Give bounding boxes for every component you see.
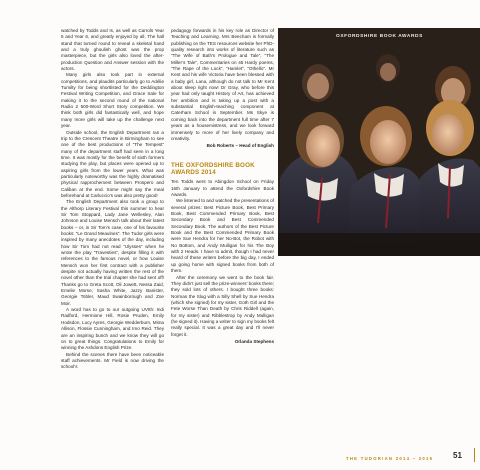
author-signature: Orlanda Stephens	[234, 338, 274, 344]
photo-banner: OXFORDSHIRE BOOK AWARDS	[336, 34, 423, 39]
audience-photo	[278, 28, 480, 256]
middle-text-column	[171, 28, 274, 345]
photo-illustration	[278, 28, 480, 256]
section-heading-line: AWARDS 2014	[171, 168, 216, 176]
paragraph: We listened to and watched the presentations of several prizes: Best Picture Book, Best Primary Book, Best Commended Primary Book, Best Secondary Book and Best Commended Secondary Book. The authors of the Best Picture Book and the Best Commended Primary Book were Sue Hendra for her No-Bot, the Robot with No Bottom, and Andy Mulligan for his The Boy with 2 Heads. I have to admit, though I had never heard of these writers before the big day, I ended up going home with signed books from both of them.	[171, 198, 274, 274]
footer-rule	[474, 448, 475, 462]
section-heading-line: THE OXFORDSHIRE BOOK	[171, 161, 255, 169]
paragraph: pedagogy forwards in his key role as Director of Teaching and Learning. Mrs Beecham is formally publishing on the TES resources website her PhD-quality research into works of literature such as “The Wife of Bath’s Prologue and Tale”, “The Miller’s Tale”, Commentaries on 45 Hardy poems, “The Rape of the Lock”, “Hamlet”, “Othello”. Mr Kent and his wife Victoria have been blessed with a baby girl, Lana, although do not talk to Mr Kent about sleep right now! Dr Gray, who before this year had only taught History of Art, has achieved her ambition and is taking up a post with a substantial English-teaching component at Caterham School in September. Ms Skye is coming back into the department full time after 7 years as a housemistress, and we look forward immensely to more of her lively company and creativity.	[171, 28, 274, 141]
magazine-footer: THE TUDORIAN 2014 – 2015	[346, 456, 434, 461]
author-signature: Bob Roberts – Head of English	[206, 143, 274, 149]
paragraph: Outside school, the English Department ran a trip to the Crescent Theatre in Birmingham to see one of the best productions of “The Tempest” many of the department staff had seen in a long time. It was mostly for the benefit of sixth formers studying the play, but places were opened up to aspiring girls from the lower years. What was particularly noteworthy was the highly dramatised physical rapprochement between Prospero and Caliban at the end. Some might say the meal beforehand at Carluccio’s was also pretty good!	[61, 129, 164, 198]
section-heading	[171, 162, 274, 177]
paragraph: Many girls also took part in external competitions, and plaudits particularly go to Adélie Tumilty for being shortlisted for the Deddington Festival Writing Competition, and Grace Sale for making it to the second round of the national Radio 2 500-Word Short Story competition. We think both girls did fantastically well, and hope many more girls will take up the challenge next year.	[61, 72, 164, 129]
paragraph: The English Department also took a group to the Althorp Literary Festival this summer to hear Sir Tom Stoppard, Lady Jane Wellesley, Alan Johnson and Louise Mensch talk about their latest books – or, in Sir Tom’s case, one of his favourite books: “Le Grand Meaulnes”. The Tudor girls were inspired by many anecdotes of the day, including how Sir Tom had not read “Ulysses” when he wrote the play “Travesties”, despite filling it with references to the famous novel, or how Louise Mensch won her first contract with a publisher despite not actually having written the rest of the novel other than the trial chapter she had sent off! Thanks go to Greta Scott, Oli Jowett, Nessa Zaid, Emelie Morse, Sasha White, Jazzy Banister, Georgie Tobler, Maud Swainborough and Zoe Moir.	[61, 199, 164, 306]
page-number: 51	[453, 451, 462, 460]
paragraph: watched by Todds and Is, as well as Carrols Year 5 and Year 6, and greatly enjoyed by all. The hall stand that turned round to reveal a skeletal hand and a truly ghoulish ghost was the prop masterpiece, but the girls also loved the after-production Question and Answer session with the actors.	[61, 28, 164, 72]
paragraph: Behind the scenes there have been noticeable staff achievements. Mr Field is now driving the school’s	[61, 351, 164, 370]
left-text-column	[61, 28, 164, 371]
paragraph: Ten Todds went to Abingdon School on Friday 16th January to attend the Oxfordshire Book Awards.	[171, 179, 274, 198]
paragraph: A word has to go to our outgoing UVIth: Indi Radford, Hermione Hill, Rosie Pruden, Emily Hodsdon, Lucy Ayres, Georgie Wedderburn, Mima Allison, Flossie Cunningham, and Imo Reid. They are an inspiring bunch and we know they will go on to great things. Congratulations to Emily for winning the Ashdons English Prize.	[61, 307, 164, 351]
paragraph: After the ceremony we went to the book fair. They didn’t just sell the prize-winners’ books there; they sold lots of others. I bought three books: Norman the Slug with a Silly Shell by Sue Hendra (which she signed) for my sister, Goth Girl and the Fete Worse Than Death by Chris Riddell (again, for my sister) and Ribblestrop by Andy Mulligan (he signed it). Having a writer to sign my books felt really special. It was a great day and I’ll never forget it.	[171, 274, 274, 337]
